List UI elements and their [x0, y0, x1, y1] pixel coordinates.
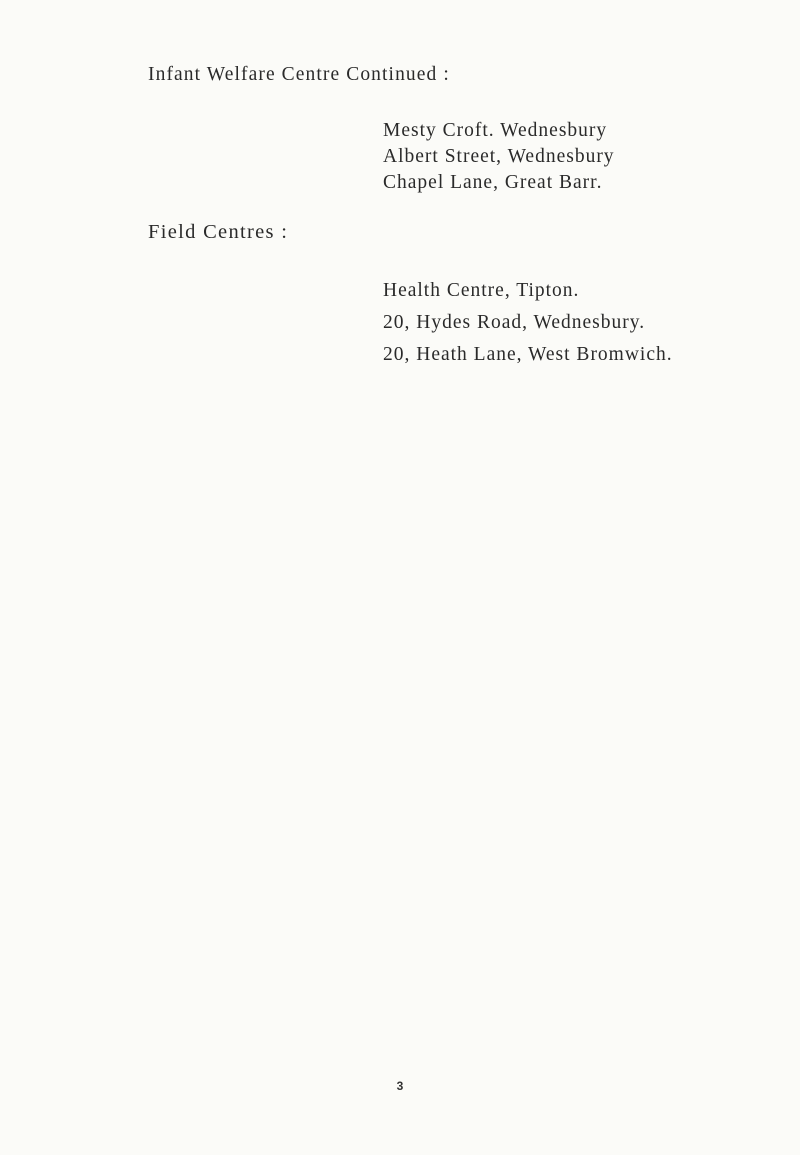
infant-welfare-centre-list — [383, 118, 615, 196]
list-item: 20, Heath Lane, West Bromwich. — [383, 344, 673, 365]
list-item: Albert Street, Wednesbury — [383, 146, 615, 167]
infant-welfare-heading: Infant Welfare Centre Continued : — [148, 64, 450, 85]
list-item: Mesty Croft. Wednesbury — [383, 120, 608, 141]
field-centres-heading: Field Centres : — [148, 221, 289, 243]
list-item: Chapel Lane, Great Barr. — [383, 172, 603, 193]
list-item: 20, Hydes Road, Wednesbury. — [383, 312, 646, 333]
list-item: Health Centre, Tipton. — [383, 280, 580, 301]
field-centres-list — [383, 275, 673, 371]
page-number: 3 — [396, 1079, 404, 1093]
